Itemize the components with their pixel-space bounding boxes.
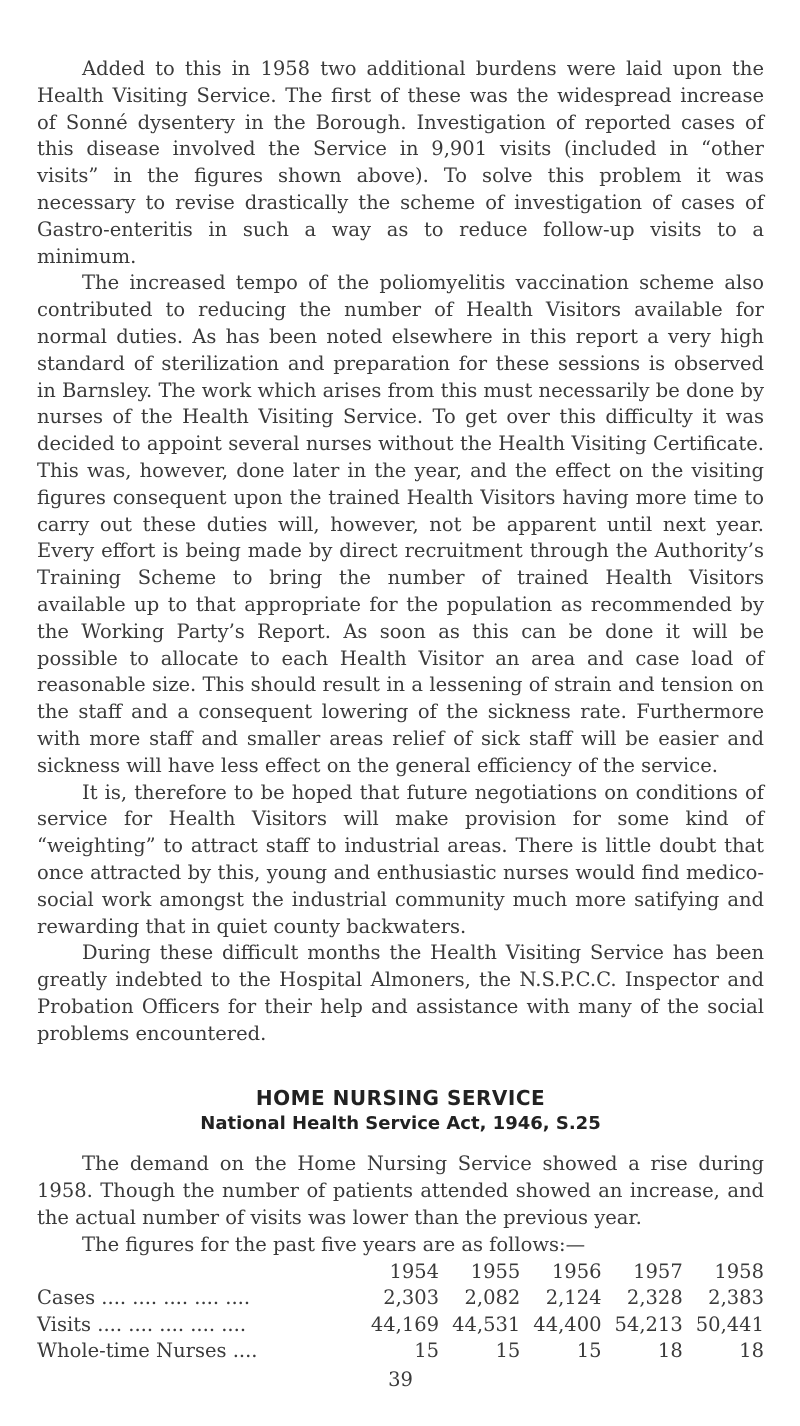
section-subtitle: National Health Service Act, 1946, S.25 <box>200 1113 601 1135</box>
table-row <box>37 1312 764 1339</box>
year-header: 1958 <box>714 1259 764 1283</box>
row-label: Visits .... .... .... .... .... <box>37 1312 247 1336</box>
table-corner <box>37 1259 358 1286</box>
nursing-figures-table <box>37 1259 764 1365</box>
paragraph-figures-intro: The figures for the past five years are as follows:— <box>82 1232 586 1256</box>
year-header: 1954 <box>389 1259 440 1283</box>
paragraph-acknowledgements: During these difficult months the Health Visiting Service has been greatly indebted to the Hospital Almoners, the N.S.P.C.C. Inspector and Probation Officers for their help and assistance with many of the social problems encountered. <box>37 941 764 1045</box>
table-cell: 44,169 <box>370 1312 440 1336</box>
year-header: 1957 <box>633 1259 683 1283</box>
table-cell: 2,303 <box>383 1286 440 1310</box>
table-cell: 54,213 <box>614 1312 683 1336</box>
row-label: Cases .... .... .... .... .... <box>37 1286 251 1310</box>
paragraph-poliomyelitis: The increased tempo of the poliomyelitis vaccination scheme also contributed to reducing the number of Health Visitors available for normal duties. As has been noted elsewhere in this report a very high standard of sterilization and preparation for these sessions is observed in Barnsley. The work which arises from this must necessarily be done by nurses of the Health Visiting Service. To get over this difficulty it was decided to appoint several nurses without the Health Visiting Certificate. This was, however, done later in the year, and the effect on the visiting figures consequent upon the trained Health Visitors having more time to carry out these duties will, however, not be apparent until next year. Every effort is being made by direct recruitment through the Authority’s Training Scheme to bring the number of trained Health Visitors available up to that appropriate for the population as recommended by the Working Party’s Report. As soon as this can be done it will be possible to allocate to each Health Visitor an area and case load of reasonable size. This should result in a lessening of strain and tension on the staff and a consequent lowering of the sickness rate. Furthermore with more staff and smaller areas relief of sick staff will be easier and sickness will have less effect on the general efficiency of the service. <box>37 271 764 777</box>
table-row <box>37 1338 764 1365</box>
document-page <box>37 0 764 1393</box>
year-header: 1955 <box>470 1259 521 1283</box>
table-cell: 18 <box>657 1339 683 1363</box>
section-heading <box>37 1085 764 1137</box>
paragraph-weighting: It is, therefore to be hoped that future negotiations on conditions of service for Health Visitors will make provision for some kind of “weighting” to attract staff to industrial areas. There is little doubt that once attracted by this, young and enthusiastic nurses would find medico-social work amongst the industrial community much more satifying and rewarding that in quiet county backwaters. <box>37 780 764 938</box>
table-cell: 15 <box>576 1339 602 1363</box>
table-cell: 2,383 <box>708 1286 764 1310</box>
table-cell: 44,400 <box>533 1312 602 1336</box>
section-title: HOME NURSING SERVICE <box>255 1086 546 1111</box>
page-number: 39 <box>388 1367 413 1391</box>
table-cell: 44,531 <box>452 1312 521 1336</box>
table-cell: 15 <box>414 1339 440 1363</box>
year-header: 1956 <box>551 1259 602 1283</box>
row-label: Whole-time Nurses .... <box>37 1339 258 1363</box>
table-cell: 18 <box>739 1339 764 1363</box>
table-row <box>37 1285 764 1312</box>
paragraph-dysentery: Added to this in 1958 two additional burdens were laid upon the Health Visiting Service. The first of these was the widespread increase of Sonné dysentery in the Borough. Investigation of reported cases of this disease involved the Service in 9,901 visits (included in “other visits” in the figures shown above). To solve this problem it was necessary to revise drastically the scheme of investigation of cases of Gastro-enteritis in such a way as to reduce follow-up visits to a minimum. <box>37 57 764 268</box>
table-cell: 50,441 <box>695 1312 764 1336</box>
table-cell: 2,082 <box>464 1286 521 1310</box>
paragraph-demand: The demand on the Home Nursing Service showed a rise during 1958. Though the number of patients attended showed an increase, and the actual number of visits was lower than the previous year. <box>37 1152 764 1230</box>
table-cell: 2,328 <box>626 1286 683 1310</box>
table-cell: 15 <box>495 1339 521 1363</box>
table-cell: 2,124 <box>545 1286 602 1310</box>
table-header-row <box>37 1259 764 1286</box>
